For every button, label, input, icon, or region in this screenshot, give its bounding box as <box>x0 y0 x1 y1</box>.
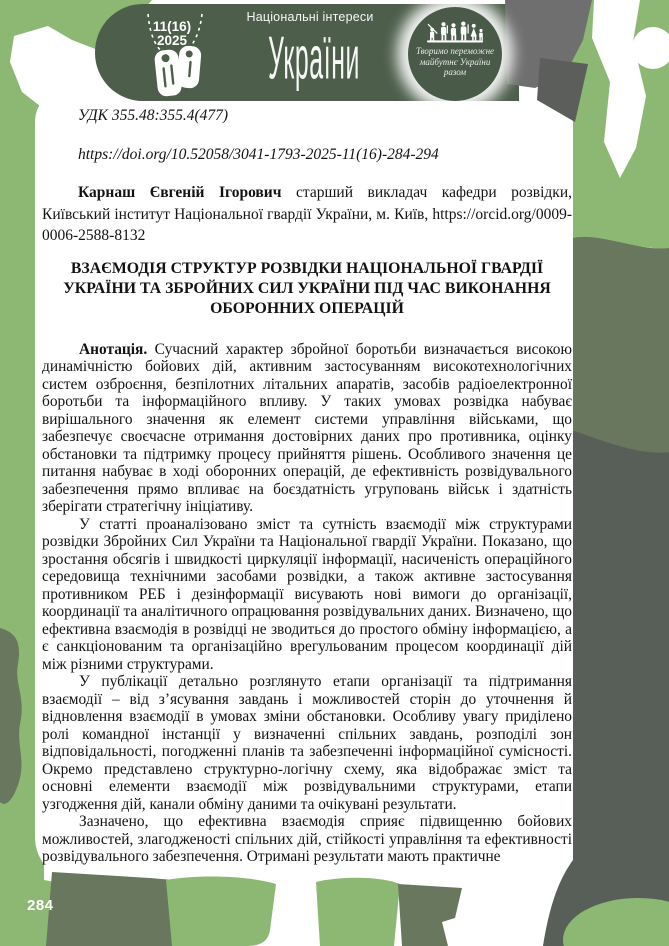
issue-badge <box>138 20 206 48</box>
journal-name-large: України <box>268 26 361 92</box>
issue-number: 11(16) <box>152 19 192 34</box>
issue-year: 2025 <box>156 33 188 48</box>
journal-emblem <box>408 7 502 101</box>
journal-logo <box>240 10 380 100</box>
abstract-paragraph-4: Зазначено, що ефективна взаємодія сприяє підвищенню бойових можливостей, злагодженості спільних дій, стійкості управління та ефективності розвідувального забезпечення. Отримані результати мають практичне <box>42 813 572 865</box>
emblem-motto <box>416 46 494 78</box>
camouflage-footer <box>0 860 669 946</box>
soldiers-emblem-icon <box>423 18 487 44</box>
abstract-paragraph-3: У публікації детально розглянуто етапи організації та підтримання взаємодії – від з’ясування завдань і можливостей сторін до уточнення й відновлення взаємодії в умовах зміни обстановки. Особливу увагу приділено ролі командної інстанції у визначенні спільних завдань, розподілі зон відповідальності, погодженні планів та забезпеченні інформаційної сумісності. Окремо представлено структурно-логічну схему, яка відображає зміст та основні елементи взаємодії між розвідувальними структурами, етапи узгодження дій, канали обміну даними та очікувані результати. <box>42 673 572 813</box>
article-title: ВЗАЄМОДІЯ СТРУКТУР РОЗВІДКИ НАЦІОНАЛЬНОЇ ГВАРДІЇ УКРАЇНИ ТА ЗБРОЙНИХ СИЛ УКРАЇНИ ПІД ЧАС ВИКОНАННЯ ОБОРОННИХ ОПЕРАЦІЙ <box>63 259 551 317</box>
abstract-text-1: Сучасний характер збройної боротьби визначається високою динамічністю бойових дій, активним застосуванням високотехнологічних систем озброєння, безпілотних літальних апаратів, засобів радіоелектронної боротьби та інформаційного впливу. У таких умовах розвідка набуває вирішального значення як елемент системи управління військами, що забезпечує своєчасне отримання достовірних даних про противника, оцінку обстановки та підтримку процесу прийняття рішень. Особливого значення це питання набуває в ході оборонних операцій, де ефективність розвідувального забезпечення прямо впливає на боєздатність угруповань військ і здатність зберігати стратегічну ініціативу. <box>42 340 572 515</box>
abstract-label: Анотація. <box>79 340 148 358</box>
article-text-column <box>42 88 572 866</box>
author-details: старший викладач кафедри розвідки, Київський інститут Національної гвардії України, м. Київ, https://orcid.org/0009-0006-2588-8132 <box>42 184 572 244</box>
content-panel <box>35 88 573 883</box>
abstract-paragraph-2: У статті проаналізовано зміст та сутність взаємодії між структурами розвідки Збройних Сил України та Національної гвардії України. Показано, що зростання обсягів і швидкості циркуляції інформації, насиченість операційного середовища технічними засобами розвідки, а також активне застосування противником РЕБ і дезінформації висувають нові вимоги до організації, координації та аналітичного опрацювання розвідувальних даних. Визначено, що ефективна взаємодія в розвідці не зводиться до простого обміну інформацією, а є санкціонованим та організаційно врегульованим процесом координації дій між різними структурами. <box>42 515 572 673</box>
motto-line-3: разом <box>443 67 467 77</box>
author-name: Карнаш Євгеній Ігорович <box>78 184 282 201</box>
motto-line-1: Творимо переможне <box>415 46 495 56</box>
abstract-paragraph-1 <box>42 341 572 516</box>
doi-link[interactable]: https://doi.org/10.52058/3041-1793-2025-11(16)-284-294 <box>78 145 439 163</box>
banner-gray-camo <box>495 0 615 130</box>
journal-name-small: Національні інтереси <box>246 10 374 24</box>
author-block <box>42 182 572 247</box>
udc-code: УДК 355.48:355.4(477) <box>78 107 229 124</box>
motto-line-2: майбутнє України <box>419 56 491 67</box>
page-number: 284 <box>27 897 54 914</box>
